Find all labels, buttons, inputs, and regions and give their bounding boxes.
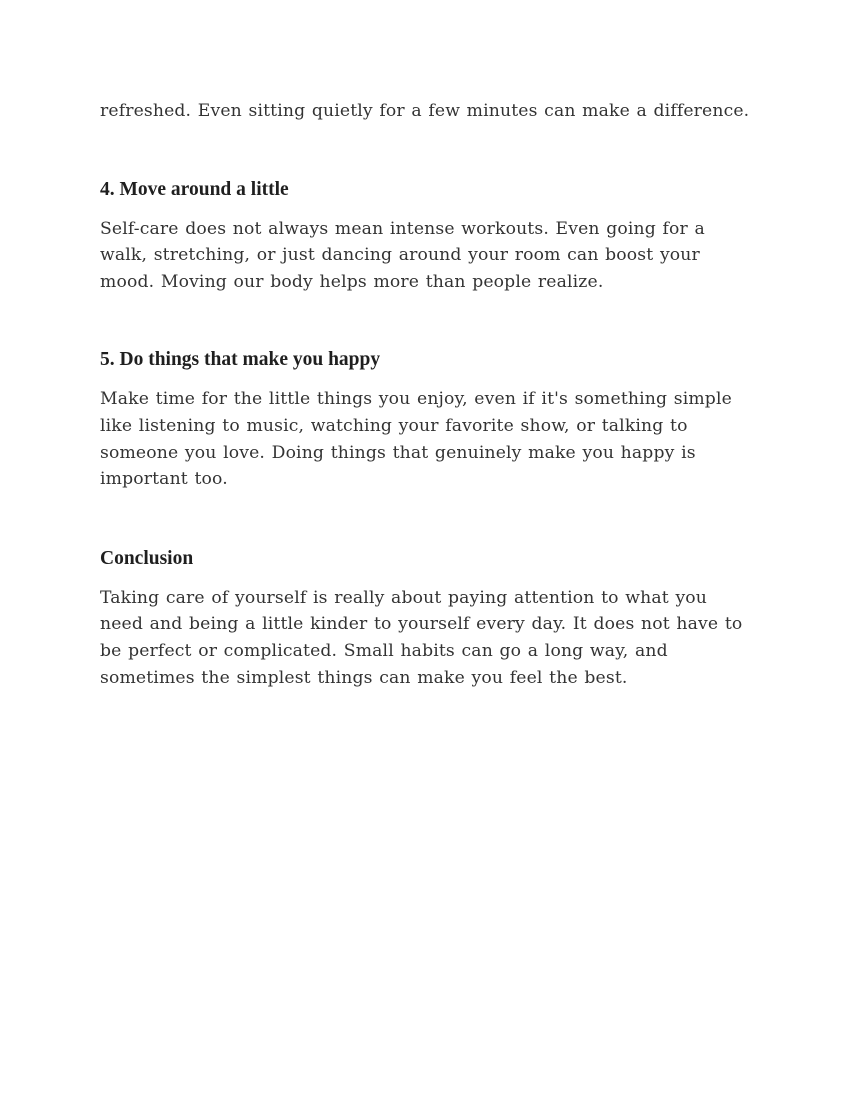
section-body-move-around: Self-care does not always mean intense workouts. Even going for a walk, stretching, or just dancing around your room can boost your mood. Moving our body helps more than people realize. [100,218,705,292]
section-heading-move-around: 4. Move around a little [100,178,289,200]
section-body-happy-things: Make time for the little things you enjoy, even if it's something simple like listening to music, watching your favorite show, or talking to someone you love. Doing things that genuinely make you happy is important too. [100,389,732,490]
section-heading-happy-things: 5. Do things that make you happy [100,349,381,371]
section-body-conclusion: Taking care of yourself is really about paying attention to what you need and being a little kinder to yourself every day. It does not have to be perfect or complicated. Small habits can go a long way, and sometimes the simplest things can make you feel the best. [100,587,743,688]
document-page [100,98,750,691]
intro-paragraph: refreshed. Even sitting quietly for a few minutes can make a difference. [100,101,750,121]
section-heading-conclusion: Conclusion [100,547,194,569]
